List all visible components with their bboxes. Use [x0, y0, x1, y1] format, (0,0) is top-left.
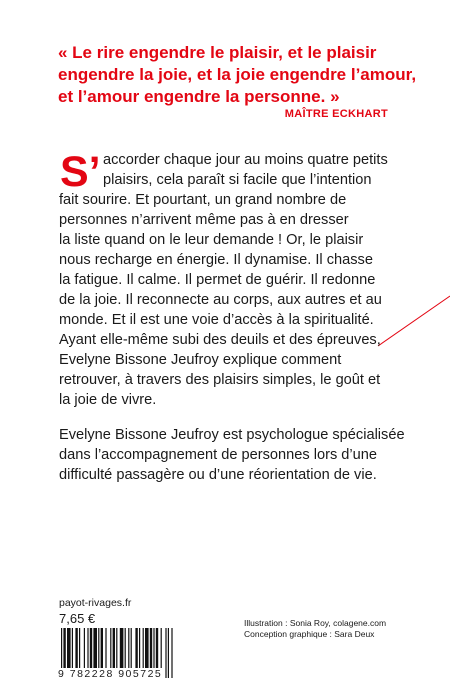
- description-line: la liste quand on le leur demande ! Or, le plaisir: [59, 232, 364, 248]
- barcode-bar: [171, 628, 172, 678]
- barcode-bar: [168, 628, 169, 678]
- bio-line: dans l’accompagnement de personnes lors d’une: [59, 447, 378, 463]
- description-line: monde. Et il est une voie d’accès à la spiritualité.: [59, 312, 374, 328]
- price: 7,65 €: [59, 611, 96, 626]
- description-text: [59, 150, 409, 410]
- barcode-bar: [165, 628, 166, 678]
- quote-author: MAÎTRE ECKHART: [284, 108, 388, 120]
- description-line: accorder chaque jour au moins quatre petits: [103, 152, 388, 168]
- quote-line: « Le rire engendre le plaisir, et le plaisir: [58, 43, 377, 62]
- description-line: plaisirs, cela paraît si facile que l’intention: [103, 172, 372, 188]
- description-line: Evelyne Bissone Jeufroy explique comment: [59, 352, 342, 368]
- description-line: la joie de vivre.: [59, 392, 157, 408]
- credits: [244, 618, 386, 640]
- author-bio: [59, 425, 409, 485]
- description-line: nous recharge en énergie. Il dynamise. Il chasse: [59, 252, 373, 268]
- description-line: fait sourire. Et pourtant, un grand nombre de: [59, 192, 347, 208]
- dropcap: S’: [60, 148, 101, 196]
- illustration-credit: Illustration : Sonia Roy, colagene.com: [244, 618, 387, 628]
- description-line: Ayant elle-même subi des deuils et des épreuves,: [59, 332, 381, 348]
- bio-line: difficulté passagère ou d’une réorientation de vie.: [59, 467, 377, 483]
- bio-line: Evelyne Bissone Jeufroy est psychologue spécialisée: [59, 427, 405, 443]
- description-line: de la joie. Il reconnecte au corps, aux autres et au: [59, 292, 382, 308]
- description-line: retrouver, à travers des plaisirs simples, le goût et: [59, 372, 381, 388]
- back-cover-quote: [58, 42, 417, 108]
- quote-line: et l’amour engendre la personne. »: [58, 87, 340, 106]
- design-credit: Conception graphique : Sara Deux: [244, 629, 375, 639]
- description-line: la fatigue. Il calme. Il permet de guérir. Il redonne: [59, 272, 376, 288]
- publisher-website[interactable]: payot-rivages.fr: [59, 597, 132, 609]
- quote-line: engendre la joie, et la joie engendre l’amour,: [58, 65, 417, 84]
- isbn-digits: 9 782228 905725: [58, 668, 163, 680]
- description-line: personnes n’arrivent même pas à en dresser: [59, 212, 349, 228]
